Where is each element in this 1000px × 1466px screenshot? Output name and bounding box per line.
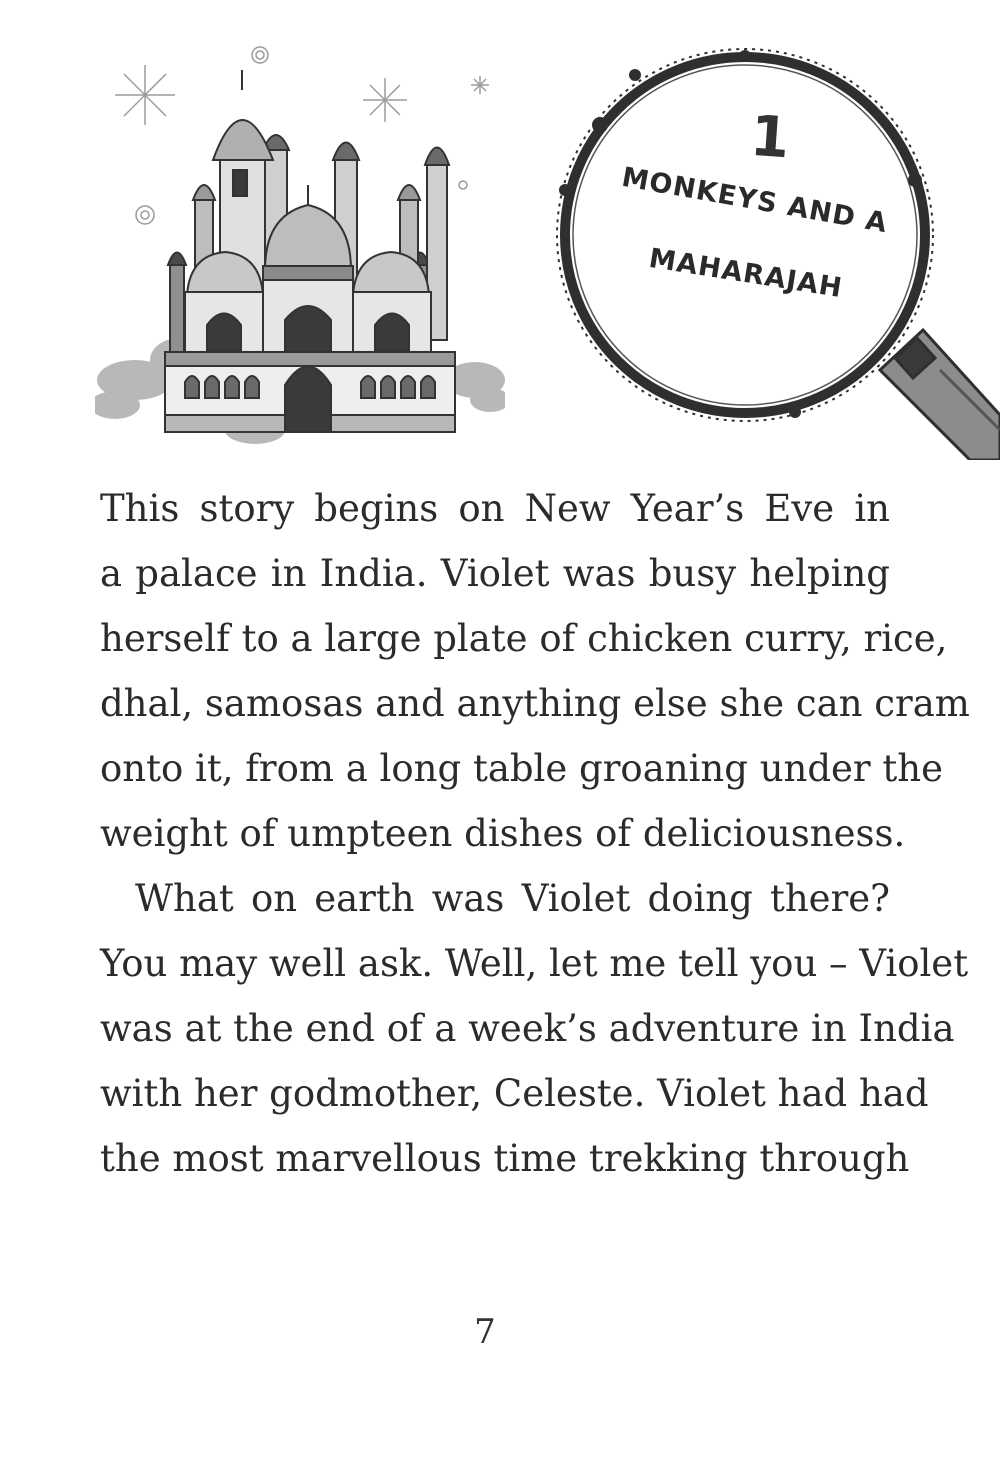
chapter-title-line-2: MAHARAJAH bbox=[646, 242, 845, 305]
palace-illustration bbox=[95, 30, 505, 450]
text-line: You may well ask. Well, let me tell you – Violet bbox=[100, 942, 969, 985]
text-line: This story begins on New Year’s Eve in bbox=[100, 487, 890, 530]
text-line: weight of umpteen dishes of deliciousness. bbox=[100, 812, 906, 855]
text-line: with her godmother, Celeste. Violet had had bbox=[100, 1072, 929, 1115]
story-text bbox=[100, 476, 970, 1191]
text-line: the most marvellous time trekking through bbox=[100, 1137, 910, 1180]
text-line: dhal, samosas and anything else she can cram bbox=[100, 682, 970, 725]
text-line: a palace in India. Violet was busy helping bbox=[100, 552, 890, 595]
magnifier-handle bbox=[880, 330, 1000, 460]
chapter-title-line-1: MONKEYS AND A bbox=[619, 161, 891, 240]
palace-building bbox=[165, 280, 455, 432]
text-line: herself to a large plate of chicken curry, rice, bbox=[100, 617, 948, 660]
page-number: 7 bbox=[474, 1312, 496, 1352]
magnifying-glass-icon bbox=[545, 20, 1000, 460]
text-line: onto it, from a long table groaning under the bbox=[100, 747, 943, 790]
text-line: was at the end of a week’s adventure in India bbox=[100, 1007, 955, 1050]
chapter-number: 1 bbox=[748, 103, 792, 172]
text-line: What on earth was Violet doing there? bbox=[135, 877, 890, 920]
